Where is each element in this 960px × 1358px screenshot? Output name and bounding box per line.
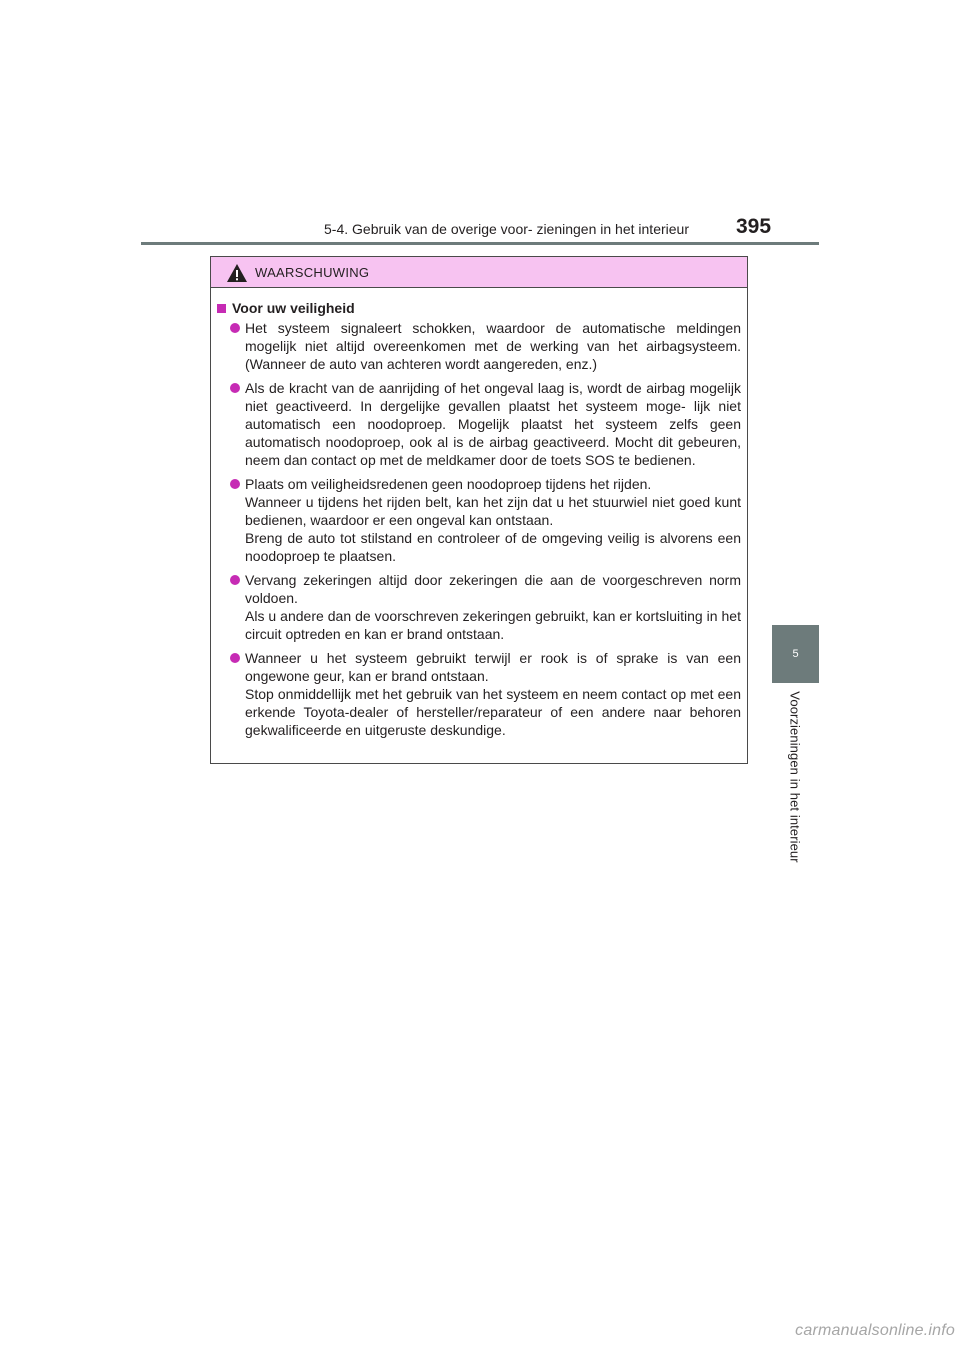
round-bullet-icon	[230, 575, 240, 585]
round-bullet-icon	[230, 653, 240, 663]
bullet-text	[245, 319, 741, 373]
bullet-text	[245, 649, 741, 739]
bullet-paragraph: Als u andere dan de voorschreven zekeringen gebruikt, kan er kortsluiting in het circuit optreden en kan er brand ontstaan.	[245, 608, 741, 642]
bullet-paragraph: Als de kracht van de aanrijding of het ongeval laag is, wordt de airbag mogelijk niet geactiveerd. In dergelijke gevallen plaatst het systeem moge- lijk niet automatisch een noodoproep. Mogelijk plaatst het systeem zelfs geen automatisch noodoproep, ook al is de airbag geactiveerd. Mocht dit gebeuren, neem dan contact op met de meldkamer door de toets SOS te bedienen.	[245, 380, 741, 468]
square-bullet-icon	[217, 304, 226, 313]
bullet-paragraph: Wanneer u tijdens het rijden belt, kan het zijn dat u het stuurwiel niet goed kunt bedienen, waardoor er een ongeval kan ontstaan.	[245, 494, 741, 528]
bullet-item	[216, 319, 741, 373]
bullet-paragraph: Breng de auto tot stilstand en controleer of de omgeving veilig is alvorens een noodoproep te plaatsen.	[245, 530, 741, 564]
bullet-item	[216, 649, 741, 739]
chapter-tab	[772, 625, 819, 683]
chapter-label-text: Voorzieningen in het interieur	[787, 691, 803, 863]
warning-title: WAARSCHUWING	[255, 265, 370, 280]
bullet-text	[245, 475, 741, 565]
bullet-item	[216, 379, 741, 469]
bullet-list	[216, 319, 741, 739]
bullet-paragraph: Het systeem signaleert schokken, waardoor de automatische meldingen mogelijk niet altijd overeenkomen met de werking van het airbagsysteem. (Wanneer de auto van achteren wordt aangereden, enz.)	[245, 320, 741, 372]
bullet-text	[245, 571, 741, 643]
bullet-item	[216, 475, 741, 565]
watermark: carmanualsonline.info	[795, 1322, 955, 1339]
round-bullet-icon	[230, 479, 240, 489]
warning-header	[211, 257, 747, 288]
round-bullet-icon	[230, 323, 240, 333]
warning-triangle-icon	[226, 263, 248, 283]
warning-box	[210, 256, 748, 764]
bullet-paragraph: Stop onmiddellijk met het gebruik van het systeem en neem contact op met een erkende Toyota-dealer of hersteller/reparateur of een andere naar behoren gekwalificeerde en uitgeruste deskundige.	[245, 686, 741, 738]
bullet-paragraph: Plaats om veiligheidsredenen geen noodoproep tijdens het rijden.	[245, 476, 652, 492]
section-heading	[216, 299, 741, 317]
chapter-number: 5	[792, 648, 799, 660]
bullet-paragraph: Wanneer u het systeem gebruikt terwijl er rook is of sprake is van een ongewone geur, kan er brand ontstaan.	[245, 650, 741, 684]
header-title: 5-4. Gebruik van de overige voor- zieningen in het interieur	[324, 221, 689, 237]
bullet-text	[245, 379, 741, 469]
header-rule	[141, 242, 819, 245]
round-bullet-icon	[230, 383, 240, 393]
bullet-item	[216, 571, 741, 643]
page-number: 395	[736, 215, 772, 238]
warning-body	[211, 288, 747, 739]
section-heading-text: Voor uw veiligheid	[232, 300, 355, 316]
bullet-paragraph: Vervang zekeringen altijd door zekeringen die aan de voorgeschreven norm voldoen.	[245, 572, 741, 606]
